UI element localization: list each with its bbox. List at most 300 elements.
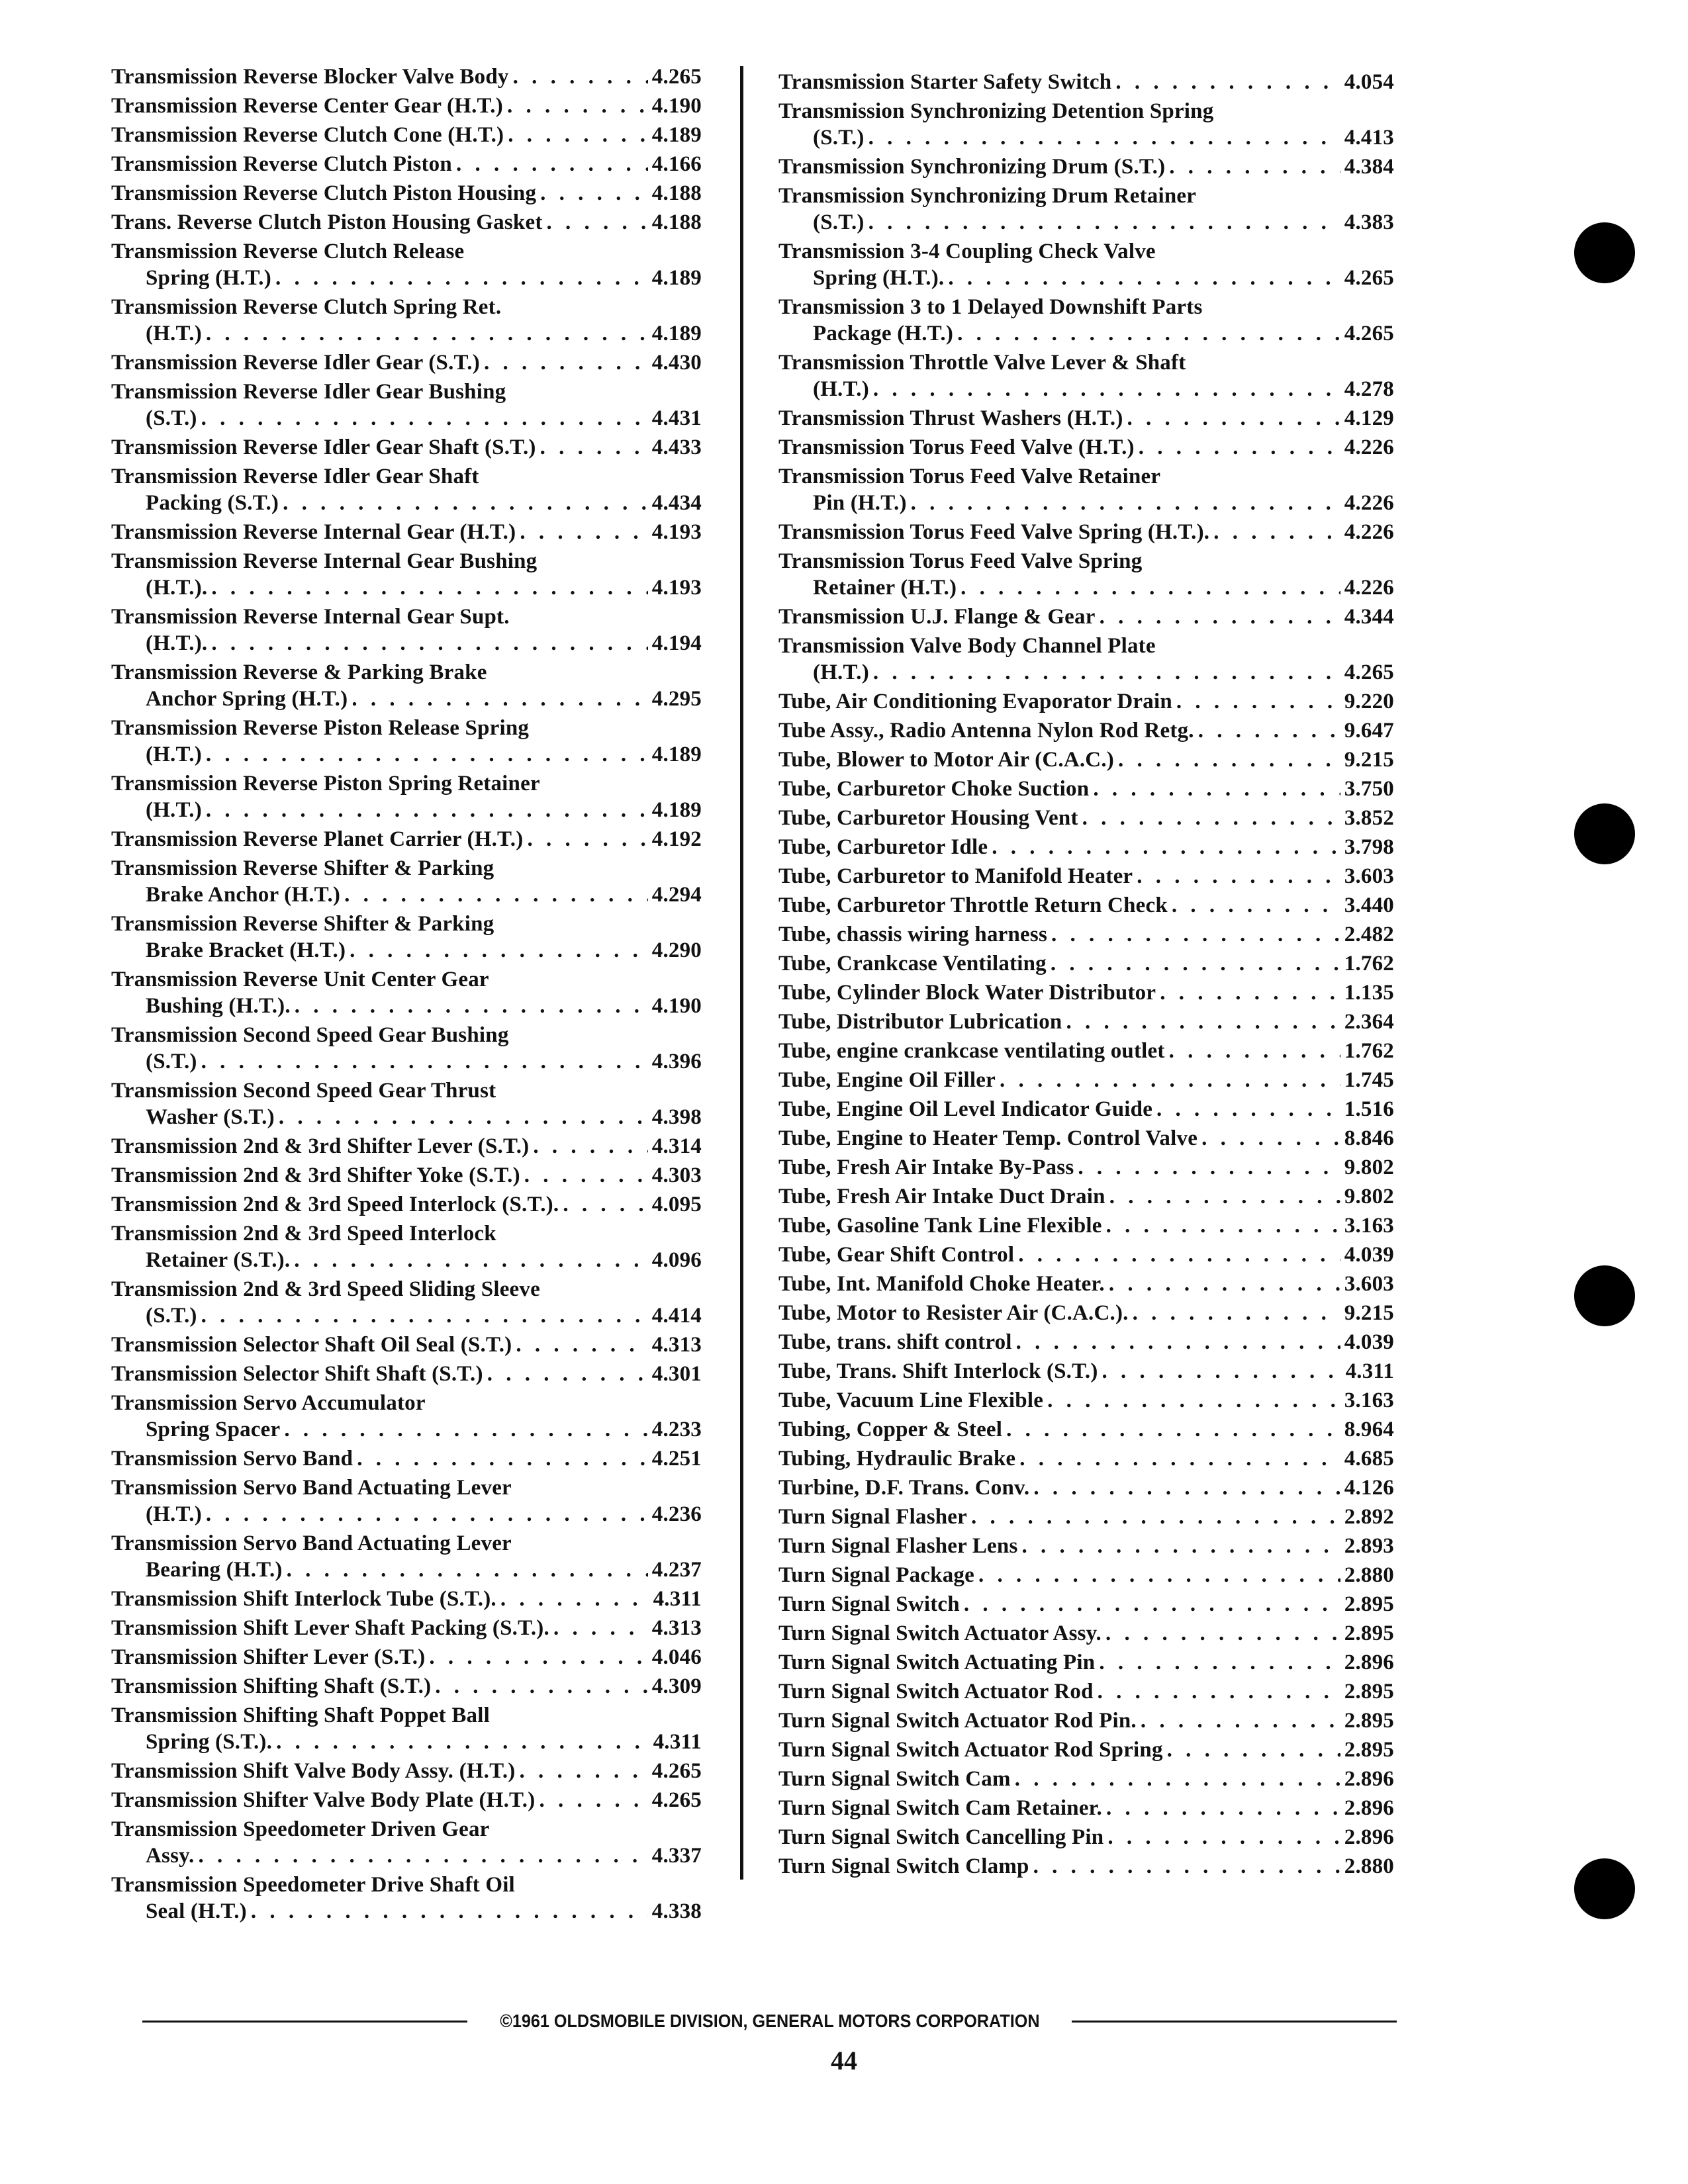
index-entry bbox=[778, 1096, 1394, 1122]
index-entry-line bbox=[111, 826, 702, 852]
index-entry bbox=[111, 1332, 702, 1358]
index-entry bbox=[111, 1787, 702, 1813]
page-reference: 4.193 bbox=[651, 576, 702, 600]
entry-text: Transmission 3 to 1 Delayed Downshift Parts bbox=[778, 295, 1203, 319]
index-entry-line bbox=[111, 1022, 702, 1048]
entry-text: Transmission Reverse Clutch Spring Ret. bbox=[111, 295, 502, 319]
page-reference: 1.762 bbox=[1344, 952, 1394, 976]
dot-leader bbox=[1106, 1212, 1340, 1239]
footer bbox=[142, 2011, 1397, 2032]
index-entry-line bbox=[778, 1562, 1394, 1588]
dot-leader bbox=[1201, 1125, 1340, 1152]
entry-text: Tube, Trans. Shift Interlock (S.T.) bbox=[778, 1359, 1098, 1383]
entry-text: Tube, Engine Oil Filler bbox=[778, 1068, 996, 1092]
page-reference: 9.215 bbox=[1344, 1301, 1394, 1325]
binder-hole bbox=[1574, 1265, 1635, 1326]
entry-text: Tube, Crankcase Ventilating bbox=[778, 952, 1047, 976]
page-reference: 4.129 bbox=[1344, 406, 1394, 430]
entry-text: Transmission Reverse Clutch Piston bbox=[111, 152, 452, 176]
index-entry-line bbox=[778, 1737, 1394, 1763]
dot-leader bbox=[1139, 434, 1340, 461]
dot-leader bbox=[1109, 1183, 1340, 1210]
index-entry-line bbox=[111, 1644, 702, 1670]
page-reference: 2.895 bbox=[1344, 1680, 1394, 1704]
index-column-left bbox=[111, 64, 702, 1927]
entry-text: Spring (H.T.) bbox=[146, 266, 271, 290]
index-entry-line bbox=[111, 1162, 702, 1189]
index-entry bbox=[778, 349, 1394, 402]
index-entry bbox=[111, 64, 702, 90]
index-entry-line bbox=[778, 604, 1394, 630]
index-entry-line bbox=[111, 604, 702, 630]
dot-leader bbox=[350, 937, 648, 964]
index-entry-line bbox=[111, 1332, 702, 1358]
dot-leader bbox=[1093, 776, 1340, 802]
index-entry-line bbox=[778, 1183, 1394, 1210]
page-reference: 2.895 bbox=[1344, 1738, 1394, 1762]
index-entry bbox=[111, 1475, 702, 1527]
dot-leader bbox=[868, 209, 1340, 236]
index-entry-line bbox=[111, 993, 702, 1019]
dot-leader bbox=[211, 574, 647, 601]
dot-leader bbox=[1141, 1707, 1340, 1734]
dot-leader bbox=[868, 124, 1340, 151]
index-entry-line bbox=[111, 1416, 702, 1443]
dot-leader bbox=[206, 741, 648, 768]
entry-text: Transmission Reverse Center Gear (H.T.) bbox=[111, 94, 503, 118]
entry-text: Transmission Reverse Piston Spring Retainer bbox=[111, 772, 540, 796]
page-reference: 2.895 bbox=[1344, 1592, 1394, 1616]
index-entry bbox=[778, 776, 1394, 802]
entry-text: Transmission Servo Accumulator bbox=[111, 1391, 426, 1415]
index-entry bbox=[111, 93, 702, 119]
index-entry-line bbox=[111, 1702, 702, 1729]
index-entry bbox=[778, 98, 1394, 151]
page-reference: 4.383 bbox=[1344, 210, 1394, 234]
entry-text: Transmission Reverse Blocker Valve Body bbox=[111, 65, 509, 89]
dot-leader bbox=[484, 349, 648, 376]
index-entry bbox=[111, 379, 702, 432]
entry-text: (S.T.) bbox=[146, 406, 197, 430]
dot-leader bbox=[294, 1247, 647, 1273]
index-entry-line bbox=[111, 1220, 702, 1247]
dot-leader bbox=[1172, 892, 1340, 919]
entry-text: Anchor Spring (H.T.) bbox=[146, 687, 348, 711]
index-entry-line bbox=[111, 1048, 702, 1075]
index-entry bbox=[778, 1329, 1394, 1355]
index-entry-line bbox=[111, 1816, 702, 1843]
index-entry-line bbox=[778, 892, 1394, 919]
index-entry-line bbox=[778, 1038, 1394, 1064]
entry-text: (H.T.) bbox=[146, 1502, 202, 1526]
page-reference: 4.314 bbox=[651, 1134, 702, 1158]
index-entry bbox=[111, 715, 702, 768]
index-entry-line bbox=[778, 238, 1394, 265]
index-entry bbox=[778, 1533, 1394, 1559]
entry-text: Tube, Carburetor Throttle Return Check bbox=[778, 893, 1168, 917]
page-reference: 2.893 bbox=[1344, 1534, 1394, 1558]
index-entry-line bbox=[778, 1707, 1394, 1734]
index-entry bbox=[111, 238, 702, 291]
dot-leader bbox=[553, 1615, 648, 1641]
entry-text: Transmission Reverse Shifter & Parking bbox=[111, 912, 494, 936]
entry-text: Transmission 2nd & 3rd Speed Interlock bbox=[111, 1222, 496, 1246]
index-entry-line bbox=[778, 265, 1394, 291]
index-entry-line bbox=[778, 98, 1394, 124]
index-entry bbox=[111, 1220, 702, 1273]
page-reference: 3.440 bbox=[1344, 893, 1394, 917]
page-reference: 4.433 bbox=[651, 435, 702, 459]
page-reference: 2.895 bbox=[1344, 1709, 1394, 1733]
index-entry-line bbox=[778, 1445, 1394, 1472]
page-reference: 4.236 bbox=[651, 1502, 702, 1526]
entry-text: Transmission Torus Feed Valve Spring (H.T.). bbox=[778, 520, 1210, 544]
index-entry-line bbox=[778, 1358, 1394, 1385]
dot-leader bbox=[1098, 1678, 1340, 1705]
dot-leader bbox=[1160, 979, 1340, 1006]
index-entry-line bbox=[111, 1361, 702, 1387]
page-reference: 4.384 bbox=[1344, 155, 1394, 179]
index-entry bbox=[778, 548, 1394, 601]
page-reference: 4.233 bbox=[651, 1418, 702, 1441]
index-entry bbox=[111, 1872, 702, 1925]
page-reference: 4.414 bbox=[651, 1304, 702, 1328]
index-entry-line bbox=[778, 950, 1394, 977]
dot-leader bbox=[287, 1557, 648, 1583]
dot-leader bbox=[1106, 1795, 1340, 1821]
index-entry-line bbox=[111, 1758, 702, 1784]
index-entry-line bbox=[111, 1872, 702, 1898]
index-entry-line bbox=[111, 548, 702, 574]
index-entry bbox=[778, 183, 1394, 236]
footer-rule-left bbox=[142, 2021, 467, 2023]
entry-text: Transmission Shifting Shaft (S.T.) bbox=[111, 1674, 432, 1698]
index-entry bbox=[111, 1758, 702, 1784]
entry-text: Transmission Reverse Idler Gear Shaft bbox=[111, 465, 479, 488]
index-entry bbox=[778, 1737, 1394, 1763]
index-entry-line bbox=[778, 1824, 1394, 1850]
index-entry-line bbox=[778, 376, 1394, 402]
index-entry bbox=[778, 1504, 1394, 1530]
index-entry-line bbox=[111, 379, 702, 405]
page-reference: 4.189 bbox=[651, 123, 702, 147]
dot-leader bbox=[1051, 950, 1340, 977]
page-reference: 4.046 bbox=[651, 1645, 702, 1669]
index-entry-line bbox=[778, 633, 1394, 659]
page-reference: 4.290 bbox=[651, 938, 702, 962]
entry-text: (H.T.). bbox=[146, 576, 208, 600]
entry-text: Turn Signal Switch Actuator Assy. bbox=[778, 1621, 1102, 1645]
index-entry-line bbox=[111, 64, 702, 90]
entry-text: Transmission Shifter Lever (S.T.) bbox=[111, 1645, 426, 1669]
entry-text: Turn Signal Switch Actuator Rod Spring bbox=[778, 1738, 1163, 1762]
entry-text: Tube, Engine Oil Level Indicator Guide bbox=[778, 1097, 1153, 1121]
index-entry bbox=[778, 1387, 1394, 1414]
dot-leader bbox=[1133, 1300, 1340, 1326]
index-entry bbox=[778, 1154, 1394, 1181]
index-entry-line bbox=[111, 1898, 702, 1925]
index-entry bbox=[778, 1212, 1394, 1239]
index-entry bbox=[111, 1276, 702, 1329]
entry-text: Transmission 2nd & 3rd Speed Sliding Sleeve bbox=[111, 1277, 540, 1301]
entry-text: Tube, trans. shift control bbox=[778, 1330, 1012, 1354]
index-entry bbox=[778, 950, 1394, 977]
dot-leader bbox=[1176, 688, 1340, 715]
dot-leader bbox=[1213, 519, 1340, 545]
page-reference: 9.215 bbox=[1344, 748, 1394, 772]
page-reference: 3.163 bbox=[1344, 1214, 1394, 1238]
index-entry-line bbox=[778, 1620, 1394, 1647]
footer-rule-right bbox=[1072, 2021, 1397, 2023]
index-entry-line bbox=[778, 1475, 1394, 1501]
index-entry-line bbox=[111, 659, 702, 686]
page-reference: 2.896 bbox=[1344, 1767, 1394, 1791]
index-entry-line bbox=[111, 715, 702, 741]
dot-leader bbox=[1167, 1737, 1340, 1763]
entry-text: Turn Signal Switch Actuating Pin bbox=[778, 1651, 1096, 1674]
entry-text: (H.T.) bbox=[146, 743, 202, 766]
index-entry bbox=[778, 1562, 1394, 1588]
entry-text: Transmission Reverse Unit Center Gear bbox=[111, 968, 489, 991]
dot-leader bbox=[284, 1416, 647, 1443]
dot-leader bbox=[1006, 1416, 1340, 1443]
entry-text: Tubing, Copper & Steel bbox=[778, 1418, 1003, 1441]
page-reference: 2.892 bbox=[1344, 1505, 1394, 1529]
entry-text: Transmission U.J. Flange & Gear bbox=[778, 605, 1096, 629]
entry-text: Transmission 2nd & 3rd Shifter Lever (S.T.) bbox=[111, 1134, 530, 1158]
dot-leader bbox=[352, 686, 647, 712]
dot-leader bbox=[520, 519, 647, 545]
dot-leader bbox=[961, 574, 1340, 601]
dot-leader bbox=[435, 1673, 647, 1700]
index-entry bbox=[778, 717, 1394, 744]
entry-text: Bushing (H.T.). bbox=[146, 994, 291, 1018]
index-entry-line bbox=[111, 434, 702, 461]
page-reference: 4.189 bbox=[651, 798, 702, 822]
page-reference: 4.189 bbox=[651, 743, 702, 766]
index-entry bbox=[778, 1416, 1394, 1443]
dot-leader bbox=[513, 64, 648, 90]
page-reference: 8.846 bbox=[1344, 1126, 1394, 1150]
index-entry bbox=[111, 1615, 702, 1641]
index-entry bbox=[111, 826, 702, 852]
page-reference: 4.126 bbox=[1344, 1476, 1394, 1500]
copyright-notice: ©1961 OLDSMOBILE DIVISION, GENERAL MOTORS CORPORATION bbox=[499, 2011, 1040, 2031]
index-entry bbox=[778, 434, 1394, 461]
index-entry bbox=[111, 209, 702, 236]
index-entry-line bbox=[111, 349, 702, 376]
entry-text: Packing (S.T.) bbox=[146, 491, 279, 515]
dot-leader bbox=[1016, 1329, 1340, 1355]
dot-leader bbox=[1127, 405, 1340, 432]
index-entry-line bbox=[778, 834, 1394, 860]
entry-text: Transmission 2nd & 3rd Shifter Yoke (S.T.) bbox=[111, 1163, 520, 1187]
index-entry bbox=[111, 855, 702, 908]
index-entry bbox=[111, 966, 702, 1019]
page-reference: 3.603 bbox=[1344, 864, 1394, 888]
dot-leader bbox=[201, 1048, 648, 1075]
page-reference: 4.192 bbox=[651, 827, 702, 851]
page-reference: 4.226 bbox=[1344, 435, 1394, 459]
index-entry bbox=[778, 892, 1394, 919]
index-entry bbox=[778, 1183, 1394, 1210]
index-entry bbox=[111, 604, 702, 657]
index-entry bbox=[778, 1795, 1394, 1821]
index-entry bbox=[111, 548, 702, 601]
page-reference: 4.265 bbox=[1344, 322, 1394, 345]
dot-leader bbox=[1105, 1620, 1340, 1647]
dot-leader bbox=[507, 93, 648, 119]
index-entry-line bbox=[778, 124, 1394, 151]
dot-leader bbox=[873, 376, 1340, 402]
dot-leader bbox=[1022, 1533, 1340, 1559]
dot-leader bbox=[1100, 604, 1340, 630]
page-reference: 4.054 bbox=[1344, 70, 1394, 94]
index-entry-line bbox=[111, 911, 702, 937]
index-entry-line bbox=[111, 770, 702, 797]
entry-text: Transmission Throttle Valve Lever & Shaft bbox=[778, 351, 1186, 375]
page-reference: 8.964 bbox=[1344, 1418, 1394, 1441]
dot-leader bbox=[1015, 1766, 1340, 1792]
page-reference: 4.190 bbox=[651, 994, 702, 1018]
page-reference: 4.311 bbox=[1345, 1359, 1394, 1383]
entry-text: (S.T.) bbox=[813, 126, 865, 150]
entry-text: Transmission Reverse Internal Gear Supt. bbox=[111, 605, 510, 629]
entry-text: Tube, Blower to Motor Air (C.A.C.) bbox=[778, 748, 1114, 772]
index-entry bbox=[778, 154, 1394, 180]
index-entry-line bbox=[111, 1586, 702, 1612]
index-entry bbox=[778, 1620, 1394, 1647]
index-entry-line bbox=[111, 122, 702, 148]
index-column-right bbox=[778, 69, 1394, 1882]
index-entry-line bbox=[778, 717, 1394, 744]
entry-text: Transmission Reverse & Parking Brake bbox=[111, 660, 487, 684]
index-entry bbox=[778, 1038, 1394, 1064]
index-entry-line bbox=[111, 1077, 702, 1104]
index-entry bbox=[778, 1591, 1394, 1617]
entry-text: Transmission Shift Interlock Tube (S.T.). bbox=[111, 1587, 496, 1611]
dot-leader bbox=[1019, 1445, 1340, 1472]
index-entry bbox=[778, 633, 1394, 686]
entry-text: Tubing, Hydraulic Brake bbox=[778, 1447, 1016, 1471]
page-reference: 4.226 bbox=[1344, 576, 1394, 600]
dot-leader bbox=[429, 1644, 647, 1670]
entry-text: Transmission Second Speed Gear Thrust bbox=[111, 1079, 496, 1103]
page-reference: 4.434 bbox=[651, 491, 702, 515]
entry-text: Transmission Shift Valve Body Assy. (H.T.) bbox=[111, 1759, 516, 1783]
entry-text: Turn Signal Switch Actuator Rod Pin. bbox=[778, 1709, 1137, 1733]
index-entry-line bbox=[111, 1104, 702, 1130]
index-entry bbox=[111, 294, 702, 347]
page-reference: 2.896 bbox=[1344, 1651, 1394, 1674]
page-reference: 4.311 bbox=[653, 1587, 702, 1611]
entry-text: Transmission Shift Lever Shaft Packing (S.T.). bbox=[111, 1616, 549, 1640]
index-entry-line bbox=[111, 574, 702, 601]
index-entry bbox=[778, 1649, 1394, 1676]
entry-text: Transmission Reverse Piston Release Spring bbox=[111, 716, 530, 740]
dot-leader bbox=[524, 1162, 648, 1189]
index-entry-line bbox=[111, 1530, 702, 1557]
index-entry-line bbox=[111, 855, 702, 882]
page-reference: 4.309 bbox=[651, 1674, 702, 1698]
index-entry-line bbox=[111, 1390, 702, 1416]
dot-leader bbox=[508, 122, 648, 148]
entry-text: Tube, Distributor Lubrication bbox=[778, 1010, 1062, 1034]
dot-leader bbox=[957, 320, 1340, 347]
entry-text: Spring (S.T.). bbox=[146, 1730, 273, 1754]
index-entry bbox=[111, 151, 702, 177]
index-entry bbox=[778, 1358, 1394, 1385]
dot-leader bbox=[1107, 1824, 1340, 1850]
index-entry-line bbox=[111, 630, 702, 657]
index-entry-line bbox=[778, 405, 1394, 432]
entry-text: Tube, Vacuum Line Flexible bbox=[778, 1388, 1044, 1412]
dot-leader bbox=[1102, 1358, 1342, 1385]
entry-text: Transmission Synchronizing Detention Spring bbox=[778, 99, 1214, 123]
index-entry-line bbox=[778, 490, 1394, 516]
index-entry bbox=[778, 1242, 1394, 1268]
index-entry-line bbox=[778, 659, 1394, 686]
page-reference: 9.647 bbox=[1344, 719, 1394, 743]
page-reference: 3.163 bbox=[1344, 1388, 1394, 1412]
dot-leader bbox=[873, 659, 1340, 686]
index-entry-line bbox=[778, 294, 1394, 320]
entry-text: Tube, Fresh Air Intake Duct Drain bbox=[778, 1185, 1105, 1208]
index-entry-line bbox=[778, 1533, 1394, 1559]
index-entry bbox=[778, 1445, 1394, 1472]
index-entry-line bbox=[778, 1591, 1394, 1617]
index-entry bbox=[778, 1853, 1394, 1880]
page-reference: 4.398 bbox=[651, 1105, 702, 1129]
index-entry-line bbox=[778, 1096, 1394, 1122]
binder-hole bbox=[1574, 222, 1635, 283]
page-reference: 2.896 bbox=[1344, 1796, 1394, 1820]
entry-text: Package (H.T.) bbox=[813, 322, 954, 345]
entry-text: Retainer (H.T.) bbox=[813, 576, 957, 600]
index-entry bbox=[111, 1191, 702, 1218]
index-entry-line bbox=[778, 1125, 1394, 1152]
index-entry bbox=[111, 911, 702, 964]
index-entry-line bbox=[111, 686, 702, 712]
page-reference: 4.303 bbox=[651, 1163, 702, 1187]
page-reference: 4.265 bbox=[1344, 660, 1394, 684]
dot-leader bbox=[1033, 1853, 1340, 1880]
entry-text: Transmission 3-4 Coupling Check Valve bbox=[778, 240, 1156, 263]
page-reference: 2.895 bbox=[1344, 1621, 1394, 1645]
index-entry bbox=[778, 863, 1394, 889]
dot-leader bbox=[357, 1445, 648, 1472]
index-entry-line bbox=[778, 1387, 1394, 1414]
index-entry-line bbox=[111, 1475, 702, 1501]
entry-text: Turn Signal Switch Actuator Rod bbox=[778, 1680, 1094, 1704]
entry-text: Spring (H.T.). bbox=[813, 266, 945, 290]
index-entry bbox=[778, 294, 1394, 347]
index-entry bbox=[778, 1824, 1394, 1850]
page-reference: 4.685 bbox=[1344, 1447, 1394, 1471]
page-reference: 4.338 bbox=[651, 1899, 702, 1923]
entry-text: Turn Signal Switch Clamp bbox=[778, 1854, 1029, 1878]
index-entry bbox=[778, 1707, 1394, 1734]
entry-text: Turn Signal Switch Cancelling Pin bbox=[778, 1825, 1104, 1849]
dot-leader bbox=[456, 151, 648, 177]
dot-leader bbox=[1198, 717, 1340, 744]
page-reference: 4.194 bbox=[651, 631, 702, 655]
dot-leader bbox=[1118, 747, 1340, 773]
page-reference: 4.295 bbox=[651, 687, 702, 711]
entry-text: Transmission Servo Band Actuating Lever bbox=[111, 1476, 512, 1500]
index-entry-line bbox=[778, 1795, 1394, 1821]
index-entry bbox=[111, 1673, 702, 1700]
